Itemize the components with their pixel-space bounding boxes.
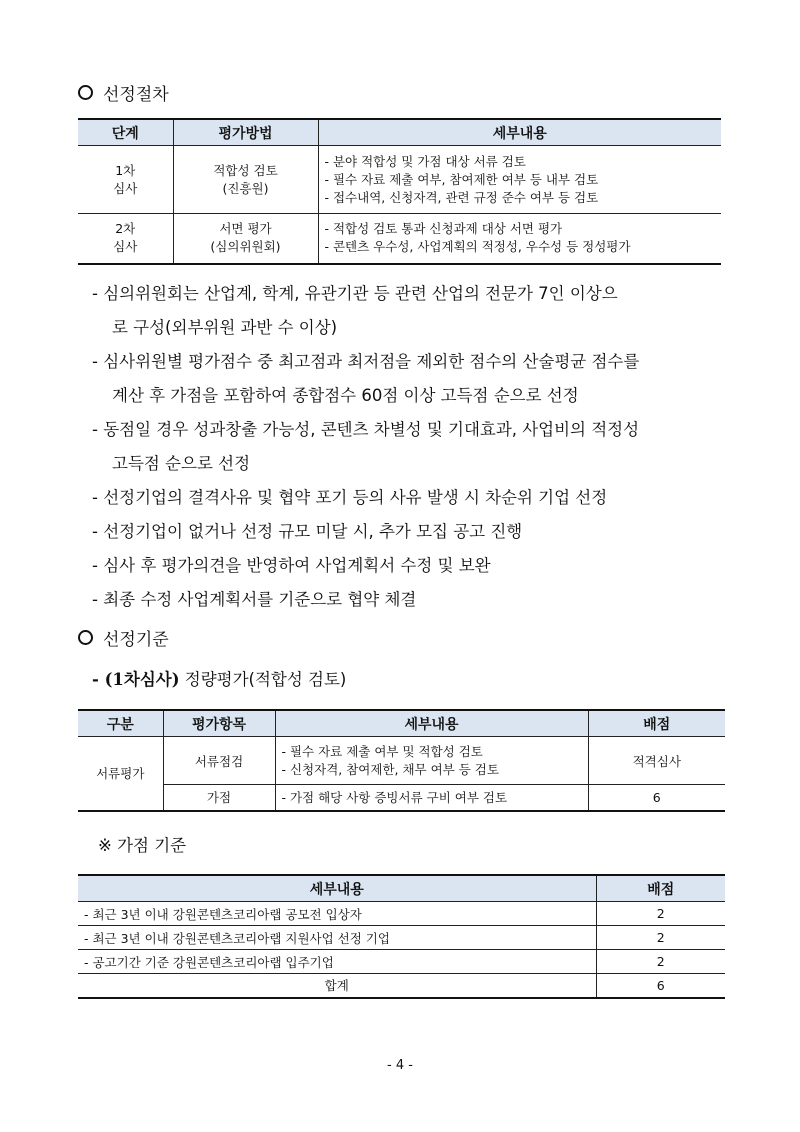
detail-line: - 필수 자료 제출 여부, 참여제한 여부 등 내부 검토: [324, 171, 599, 187]
method-cell: [173, 146, 318, 214]
table-row: [78, 214, 721, 264]
header-item: 평가항목: [163, 710, 275, 737]
stage-text: 1차: [115, 162, 136, 178]
bullet-line-continued: 계산 후 가점을 포함하여 종합점수 60점 이상 고득점 순으로 선정: [112, 386, 579, 405]
header-score: 배점: [596, 875, 725, 902]
total-label: 합계: [78, 974, 596, 998]
stage-cell: [78, 146, 173, 214]
bullet-line-continued: 고득점 순으로 선정: [112, 454, 251, 473]
table-row: [78, 146, 721, 214]
section-title-text: 선정절차: [103, 85, 169, 105]
section-title-text: 선정기준: [103, 630, 169, 650]
header-details: 세부내용: [275, 710, 588, 737]
header-stage: 단계: [78, 119, 173, 146]
table-row: [78, 950, 725, 974]
procedure-bullet-list: [92, 277, 732, 617]
score-cell: 2: [596, 950, 725, 974]
detail-line: - 콘텐츠 우수성, 사업계획의 적정성, 우수성 등 정성평가: [324, 239, 631, 255]
bonus-table: [78, 874, 725, 999]
table-row: [78, 785, 725, 811]
detail-cell: - 최근 3년 이내 강원콘텐츠코리아랩 공모전 입상자: [78, 902, 596, 926]
detail-cell: - 최근 3년 이내 강원콘텐츠코리아랩 지원사업 선정 기업: [78, 926, 596, 950]
section-title-selection-procedure: [78, 80, 169, 105]
detail-line: - 분야 적합성 및 가점 대상 서류 검토: [324, 153, 526, 169]
table-row: [78, 902, 725, 926]
subtitle-bold: - (1차심사): [92, 670, 180, 689]
header-details: 세부내용: [78, 875, 596, 902]
header-details: 세부내용: [318, 119, 721, 146]
stage-text: 심사: [113, 239, 138, 255]
table-row: [78, 926, 725, 950]
header-score: 배점: [588, 710, 725, 737]
detail-line: - 신청자격, 참여제한, 채무 여부 등 검토: [281, 761, 499, 777]
header-category: 구분: [78, 710, 163, 737]
score-cell: 2: [596, 926, 725, 950]
bullet-line: - 심사위원별 평가점수 중 최고점과 최저점을 제외한 점수의 산술평균 점수를: [92, 352, 640, 371]
stage-cell: [78, 214, 173, 264]
details-cell: [318, 146, 721, 214]
subtitle-rest: 정량평가(적합성 검토): [179, 670, 347, 689]
item-cell: 서류점검: [163, 737, 275, 785]
method-text: (심의위원회): [210, 239, 281, 255]
circle-bullet-icon: [78, 630, 93, 645]
score-cell: 2: [596, 902, 725, 926]
bonus-criteria-title: ※ 가점 기준: [98, 836, 187, 855]
procedure-table: [78, 118, 721, 265]
bullet-line-continued: 로 구성(외부위원 과반 수 이상): [112, 318, 338, 337]
page-number: - 4 -: [387, 1058, 413, 1073]
stage-text: 심사: [113, 180, 138, 196]
bullet-line: - 선정기업이 없거나 선정 규모 미달 시, 추가 모집 공고 진행: [92, 522, 523, 541]
circle-bullet-icon: [78, 85, 93, 100]
category-cell: 서류평가: [78, 737, 163, 811]
method-text: (진흥원): [222, 180, 269, 196]
item-cell: 가점: [163, 785, 275, 811]
bullet-line: - 심사 후 평가의견을 반영하여 사업계획서 수정 및 보완: [92, 556, 491, 575]
score-cell: 적격심사: [588, 737, 725, 785]
bullet-line: - 심의위원회는 산업계, 학계, 유관기관 등 관련 산업의 전문가 7인 이상으: [92, 284, 618, 303]
bullet-line: - 선정기업의 결격사유 및 협약 포기 등의 사유 발생 시 차순위 기업 선정: [92, 488, 608, 507]
table-row: [78, 737, 725, 785]
detail-line: - 접수내역, 신청자격, 관련 규정 준수 여부 등 검토: [324, 189, 599, 205]
detail-line: - 필수 자료 제출 여부 및 적합성 검토: [281, 743, 483, 759]
section-title-selection-criteria: [78, 625, 169, 650]
method-cell: [173, 214, 318, 264]
total-score: 6: [596, 974, 725, 998]
method-text: 서면 평가: [219, 221, 272, 237]
stage-text: 2차: [115, 221, 136, 237]
method-text: 적합성 검토: [213, 162, 278, 178]
total-row: [78, 974, 725, 998]
score-cell: 6: [588, 785, 725, 811]
details-cell: [275, 737, 588, 785]
details-cell: [318, 214, 721, 264]
first-review-subtitle: [92, 666, 346, 690]
detail-cell: - 공고기간 기준 강원콘텐츠코리아랩 입주기업: [78, 950, 596, 974]
criteria-table: [78, 709, 725, 812]
bullet-line: - 최종 수정 사업계획서를 기준으로 협약 체결: [92, 590, 417, 609]
bullet-line: - 동점일 경우 성과창출 가능성, 콘텐츠 차별성 및 기대효과, 사업비의 적정성: [92, 420, 640, 439]
details-cell: - 가점 해당 사항 증빙서류 구비 여부 검토: [275, 785, 588, 811]
header-method: 평가방법: [173, 119, 318, 146]
detail-line: - 적합성 검토 통과 신청과제 대상 서면 평가: [324, 221, 563, 237]
